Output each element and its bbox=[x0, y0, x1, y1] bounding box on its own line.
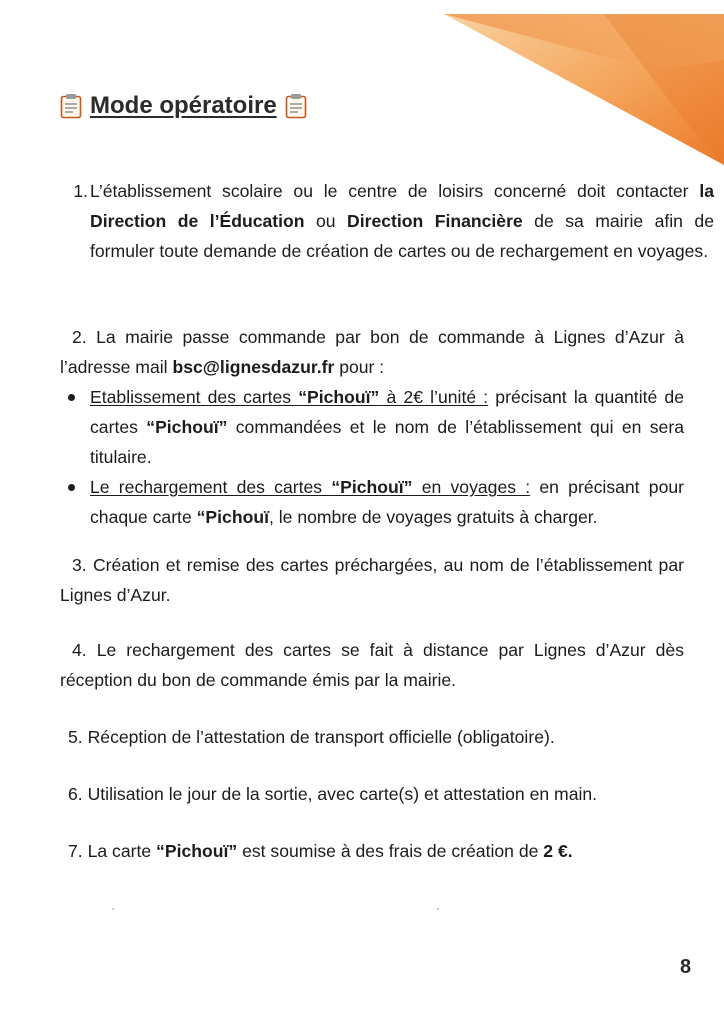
step-bold-text: la Direction de l’Éducation bbox=[90, 181, 714, 231]
step-text: Utilisation le jour de la sortie, avec carte(s) et attestation en main. bbox=[82, 784, 598, 804]
clipboard-icon bbox=[285, 93, 307, 119]
step-bold-text: “Pichouï bbox=[196, 507, 269, 527]
step-6 bbox=[60, 779, 684, 809]
page-title bbox=[60, 88, 307, 124]
step-bold-text: “Pichouï” bbox=[331, 477, 413, 497]
orange-corner-decoration bbox=[424, 0, 724, 175]
step-number: 1. bbox=[73, 181, 88, 201]
step-text: Etablissement des cartes bbox=[90, 387, 299, 407]
step-bold-text: “Pichouï” bbox=[146, 417, 228, 437]
bullet-icon bbox=[68, 484, 75, 491]
step-number: 2. bbox=[72, 327, 87, 347]
step-text: , le nombre de voyages gratuits à charger. bbox=[268, 507, 598, 527]
list-item bbox=[60, 472, 684, 532]
step-text: commandées et le nom de l’établissement qui en sera titulaire. bbox=[90, 417, 684, 467]
step-text: est soumise à des frais de création de bbox=[237, 841, 544, 861]
step-1 bbox=[60, 176, 714, 266]
list-item bbox=[60, 382, 684, 472]
step-2 bbox=[60, 322, 684, 532]
clipboard-icon bbox=[60, 93, 82, 119]
step-text: La carte bbox=[82, 841, 157, 861]
step-text: en voyages : bbox=[412, 477, 531, 497]
page-number: 8 bbox=[680, 956, 692, 978]
underlined-heading bbox=[90, 477, 530, 497]
step-text: précisant la quantité de cartes bbox=[90, 387, 684, 437]
step-5 bbox=[60, 722, 684, 752]
step-text: Réception de l’attestation de transport officielle (obligatoire). bbox=[82, 727, 555, 747]
step-text: Le rechargement des cartes bbox=[90, 477, 332, 497]
underlined-heading bbox=[90, 387, 488, 407]
step-text: ou bbox=[304, 211, 347, 231]
step-number: 4. bbox=[72, 640, 87, 660]
step-bold-text: 2 €. bbox=[543, 841, 573, 861]
step-number: 3. bbox=[72, 555, 87, 575]
step-text: L’établissement scolaire ou le centre de loisirs concerné doit contacter bbox=[90, 181, 700, 201]
step-text: pour : bbox=[334, 357, 385, 377]
step-text: de sa mairie afin de formuler toute demande de création de cartes ou de rechargement en voyages. bbox=[90, 211, 714, 261]
step-text: Le rechargement des cartes se fait à distance par Lignes d’Azur dès réception du bon de commande émis par la mairie. bbox=[60, 640, 684, 690]
step-3 bbox=[60, 550, 684, 610]
step-text: Création et remise des cartes préchargées, au nom de l’établissement par Lignes d’Azur. bbox=[60, 555, 684, 605]
step-number: 7. bbox=[68, 841, 83, 861]
email-address: bsc@lignesdazur.fr bbox=[172, 357, 335, 377]
bullet-list bbox=[60, 382, 684, 532]
scan-speck bbox=[112, 908, 114, 910]
bullet-icon bbox=[68, 394, 75, 401]
step-bold-text: Direction Financière bbox=[347, 211, 523, 231]
title-text: Mode opératoire bbox=[90, 92, 277, 119]
step-7 bbox=[60, 836, 684, 866]
step-number: 5. bbox=[68, 727, 83, 747]
step-2-intro bbox=[60, 322, 684, 382]
step-number: 6. bbox=[68, 784, 83, 804]
step-4 bbox=[60, 635, 684, 695]
scan-speck bbox=[437, 908, 439, 910]
step-text: La mairie passe commande par bon de commande à Lignes d’Azur à l’adresse mail bbox=[60, 327, 684, 377]
step-text: à 2€ l’unité : bbox=[379, 387, 489, 407]
step-bold-text: “Pichouï” bbox=[156, 841, 238, 861]
step-bold-text: “Pichouï” bbox=[298, 387, 380, 407]
step-text: en précisant pour chaque carte bbox=[90, 477, 685, 527]
